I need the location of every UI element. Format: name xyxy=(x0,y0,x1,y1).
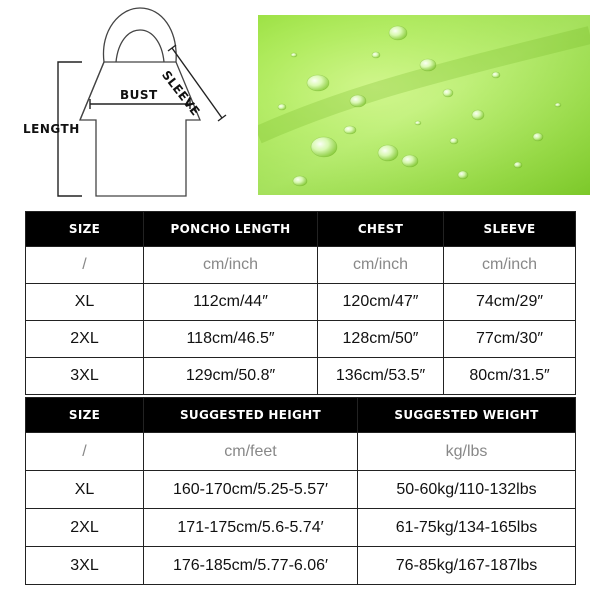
header-size: SIZE xyxy=(26,212,144,247)
table-cell: 2XL xyxy=(26,509,144,547)
table-header-row xyxy=(26,212,576,247)
poncho-outline-icon xyxy=(0,0,250,205)
table-cell: cm/feet xyxy=(144,433,358,471)
table-cell: 112cm/44″ xyxy=(144,284,318,321)
size-measurement-table xyxy=(25,211,576,395)
bust-label: BUST xyxy=(120,88,158,102)
sleeve-label: SLEEVE xyxy=(158,68,203,119)
table-cell: 77cm/30″ xyxy=(444,321,576,358)
table-cell: 128cm/50″ xyxy=(318,321,444,358)
table-row xyxy=(26,547,576,585)
header-suggested-height: SUGGESTED HEIGHT xyxy=(144,398,358,433)
length-label: LENGTH xyxy=(23,122,80,136)
table-row xyxy=(26,358,576,395)
table-row xyxy=(26,509,576,547)
table-cell: kg/lbs xyxy=(358,433,576,471)
table-cell: 61-75kg/134-165lbs xyxy=(358,509,576,547)
table-row xyxy=(26,471,576,509)
header-sleeve: SLEEVE xyxy=(444,212,576,247)
water-droplets-photo xyxy=(258,15,590,195)
table-cell: cm/inch xyxy=(444,247,576,284)
table-row xyxy=(26,321,576,358)
table-cell: 118cm/46.5″ xyxy=(144,321,318,358)
table-cell: 160-170cm/5.25-5.57′ xyxy=(144,471,358,509)
units-row xyxy=(26,247,576,284)
table-cell: 120cm/47″ xyxy=(318,284,444,321)
table-cell: / xyxy=(26,433,144,471)
table-cell: XL xyxy=(26,284,144,321)
header-chest: CHEST xyxy=(318,212,444,247)
table-header-row xyxy=(26,398,576,433)
suggested-fit-table xyxy=(25,397,576,585)
table-cell: 76-85kg/167-187lbs xyxy=(358,547,576,585)
table-cell: 80cm/31.5″ xyxy=(444,358,576,395)
table-row xyxy=(26,284,576,321)
water-droplets-icon xyxy=(258,15,590,195)
table-cell: 50-60kg/110-132lbs xyxy=(358,471,576,509)
table-cell: 2XL xyxy=(26,321,144,358)
header-poncho-length: PONCHO LENGTH xyxy=(144,212,318,247)
table-cell: 3XL xyxy=(26,358,144,395)
table-cell: 3XL xyxy=(26,547,144,585)
table-cell: / xyxy=(26,247,144,284)
header-suggested-weight: SUGGESTED WEIGHT xyxy=(358,398,576,433)
header-size: SIZE xyxy=(26,398,144,433)
table-cell: 74cm/29″ xyxy=(444,284,576,321)
table-cell: 171-175cm/5.6-5.74′ xyxy=(144,509,358,547)
table-cell: cm/inch xyxy=(144,247,318,284)
table-cell: cm/inch xyxy=(318,247,444,284)
table-cell: 176-185cm/5.77-6.06′ xyxy=(144,547,358,585)
poncho-diagram xyxy=(0,0,250,205)
units-row xyxy=(26,433,576,471)
table-cell: XL xyxy=(26,471,144,509)
table-cell: 129cm/50.8″ xyxy=(144,358,318,395)
table-cell: 136cm/53.5″ xyxy=(318,358,444,395)
